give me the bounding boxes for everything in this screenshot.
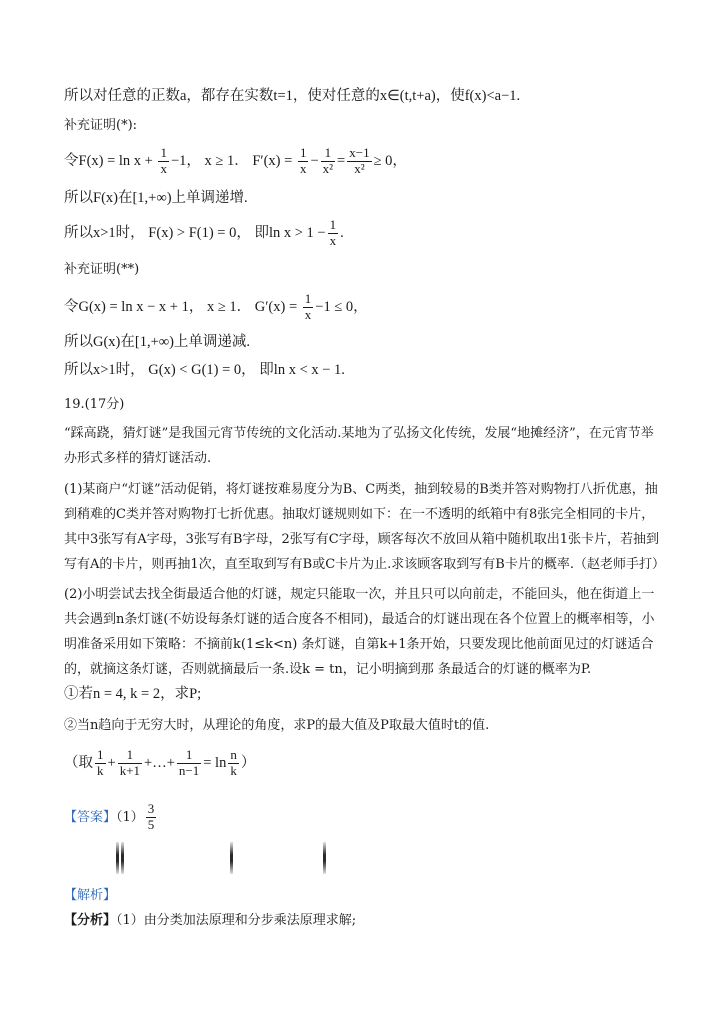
fraction-1-over-x-d: $\frac{1}{x}$ — [304, 291, 312, 322]
F-def-text-b: −1， x ≥ 1． F′(x) = — [170, 152, 296, 169]
fenxi-tag: 【分析】 — [64, 913, 117, 928]
fenxi-text: （1）由分类加法原理和分步乘法原理求解; — [116, 913, 357, 928]
fraction-1-over-x2: $\frac{1}{\text{x²}}$ — [322, 145, 334, 176]
hint-fraction-1-over-n1: $\frac{1}{n-1}$ — [178, 747, 200, 778]
question-number: 19.(17分) — [64, 397, 125, 412]
F-ineq-text: 所以x>1时， F(x) > F(1) = 0， 即ln x > 1 − — [64, 224, 326, 241]
G-inequality-line: 所以x>1时， G(x) < G(1) = 0， 即ln x < x − 1. — [64, 362, 345, 378]
G-definition-line — [64, 292, 368, 323]
F-increasing-line: 所以F(x)在[1,+∞)上单调递增. — [64, 190, 248, 206]
hint-fraction-n-over-k: $\frac{n}{k}$ — [230, 747, 237, 778]
F-inequality-line: 所以x>1时， F(x) > F(1) = 0， 即ln x > 1 − $\frac{1}{x}$ . — [64, 217, 344, 248]
hint-formula: （取 $\frac{1}{k}$ + $\frac{1}{k+1}$ +…+ $\frac{1}{n-1}$ = ln $\frac{n}{k}$ ） — [64, 747, 256, 778]
analysis-line — [64, 913, 356, 929]
G-def-text-a: 令G(x) = ln x − x + 1， x ≥ 1． G′(x) = — [64, 298, 301, 315]
scan-artifact-bar — [323, 842, 326, 874]
scan-artifact-bar — [230, 842, 233, 874]
fraction-1-over-x: $\frac{1}{x}$ — [160, 145, 167, 176]
G-def-text-b: −1 ≤ 0， — [315, 298, 368, 315]
supplement-proof-2-title: 补充证明(**) — [64, 262, 140, 277]
answer-fraction: $\frac{3}{5}$ — [147, 801, 155, 832]
fraction-1-over-x-b: $\frac{1}{x}$ — [299, 145, 307, 176]
question-part1-paragraph: (1)某商户“灯谜”活动促销，将灯谜按难易度分为B、C两类，抽到较易的B类并答对购物打八折优惠，抽到稍难的C类并答对购物打七折优惠。抽取灯谜规则如下：在一不透明的纸箱中有8张完全相同的卡片，其中3张写有A字母，3张写有B字母，2张写有C字母，顾客每次不放回从箱中随机取出1张卡片，若抽到写有A的卡片，则再抽1次，直至取到写有B或C卡片为止.求该顾客取到写有B卡片的概率.（赵老师手打） — [64, 482, 665, 572]
question-part2-paragraph: (2)小明尝试去找全街最适合他的灯谜，规定只能取一次，并且只可以向前走，不能回头，他在街道上一共会遇到n条灯谜(不妨设每条灯谜的适合度各不相同)，最适合的灯谜出现在各个位置上的概率相等，小明准备采用如下策略：不摘前k(1≤k<n) 条灯谜，自第k+1条开始，只要发现比他前面见过的灯谜适合的，就摘这条灯谜，否则就摘最后一条.设k = tn，记小明摘到那 条最适合的灯谜的概率为P. — [64, 587, 655, 677]
supplement-proof-1-title: 补充证明(*): — [64, 118, 138, 133]
fraction-x-1-over-x2: $\frac{x-1}{\text{x²}}$ — [349, 145, 370, 176]
subquestion-2: ②当n趋向于无穷大时，从理论的角度，求P的最大值及P取最大值时t的值. — [64, 718, 490, 733]
fraction-1-over-x-c: $\frac{1}{x}$ — [329, 217, 337, 248]
answer-tag: 【答案】 — [64, 809, 117, 825]
answer-line — [64, 802, 158, 833]
answer-part-label: （1） — [116, 809, 144, 825]
analysis-tag: 【解析】 — [64, 888, 117, 903]
subquestion-1: ①若n = 4, k = 2，求P; — [64, 686, 202, 702]
F-def-text-a: 令F(x) = ln x + — [64, 152, 157, 169]
hint-fraction-1-over-k1: $\frac{1}{k+1}$ — [119, 747, 141, 778]
G-decreasing-line: 所以G(x)在[1,+∞)上单调递减. — [64, 334, 251, 350]
question-intro-paragraph: “踩高跷，猜灯谜”是我国元宵节传统的文化活动.某地为了弘扬文化传统，发展“地摊经济”，在元宵节举办形式多样的猜灯谜活动. — [64, 426, 654, 466]
scan-artifact-bar — [121, 842, 124, 874]
proof-conclusion-line: 所以对任意的正数a，都存在实数t=1，使对任意的x∈(t,t+a)，使f(x)<a−1. — [64, 88, 521, 104]
F-def-text-c: ≥ 0， — [373, 152, 407, 169]
F-definition-line: 令F(x) = ln x + $\frac{1}{x}$ −1， x ≥ 1． F′(x) = $\frac{1}{x}$ − $\frac{1}{\text{x²}}$ = $\frac{x-1}{\text{x²}}$ ≥ 0， — [64, 145, 407, 176]
scan-artifact-bar — [116, 842, 119, 874]
hint-fraction-1-over-k: $\frac{1}{k}$ — [97, 747, 104, 778]
